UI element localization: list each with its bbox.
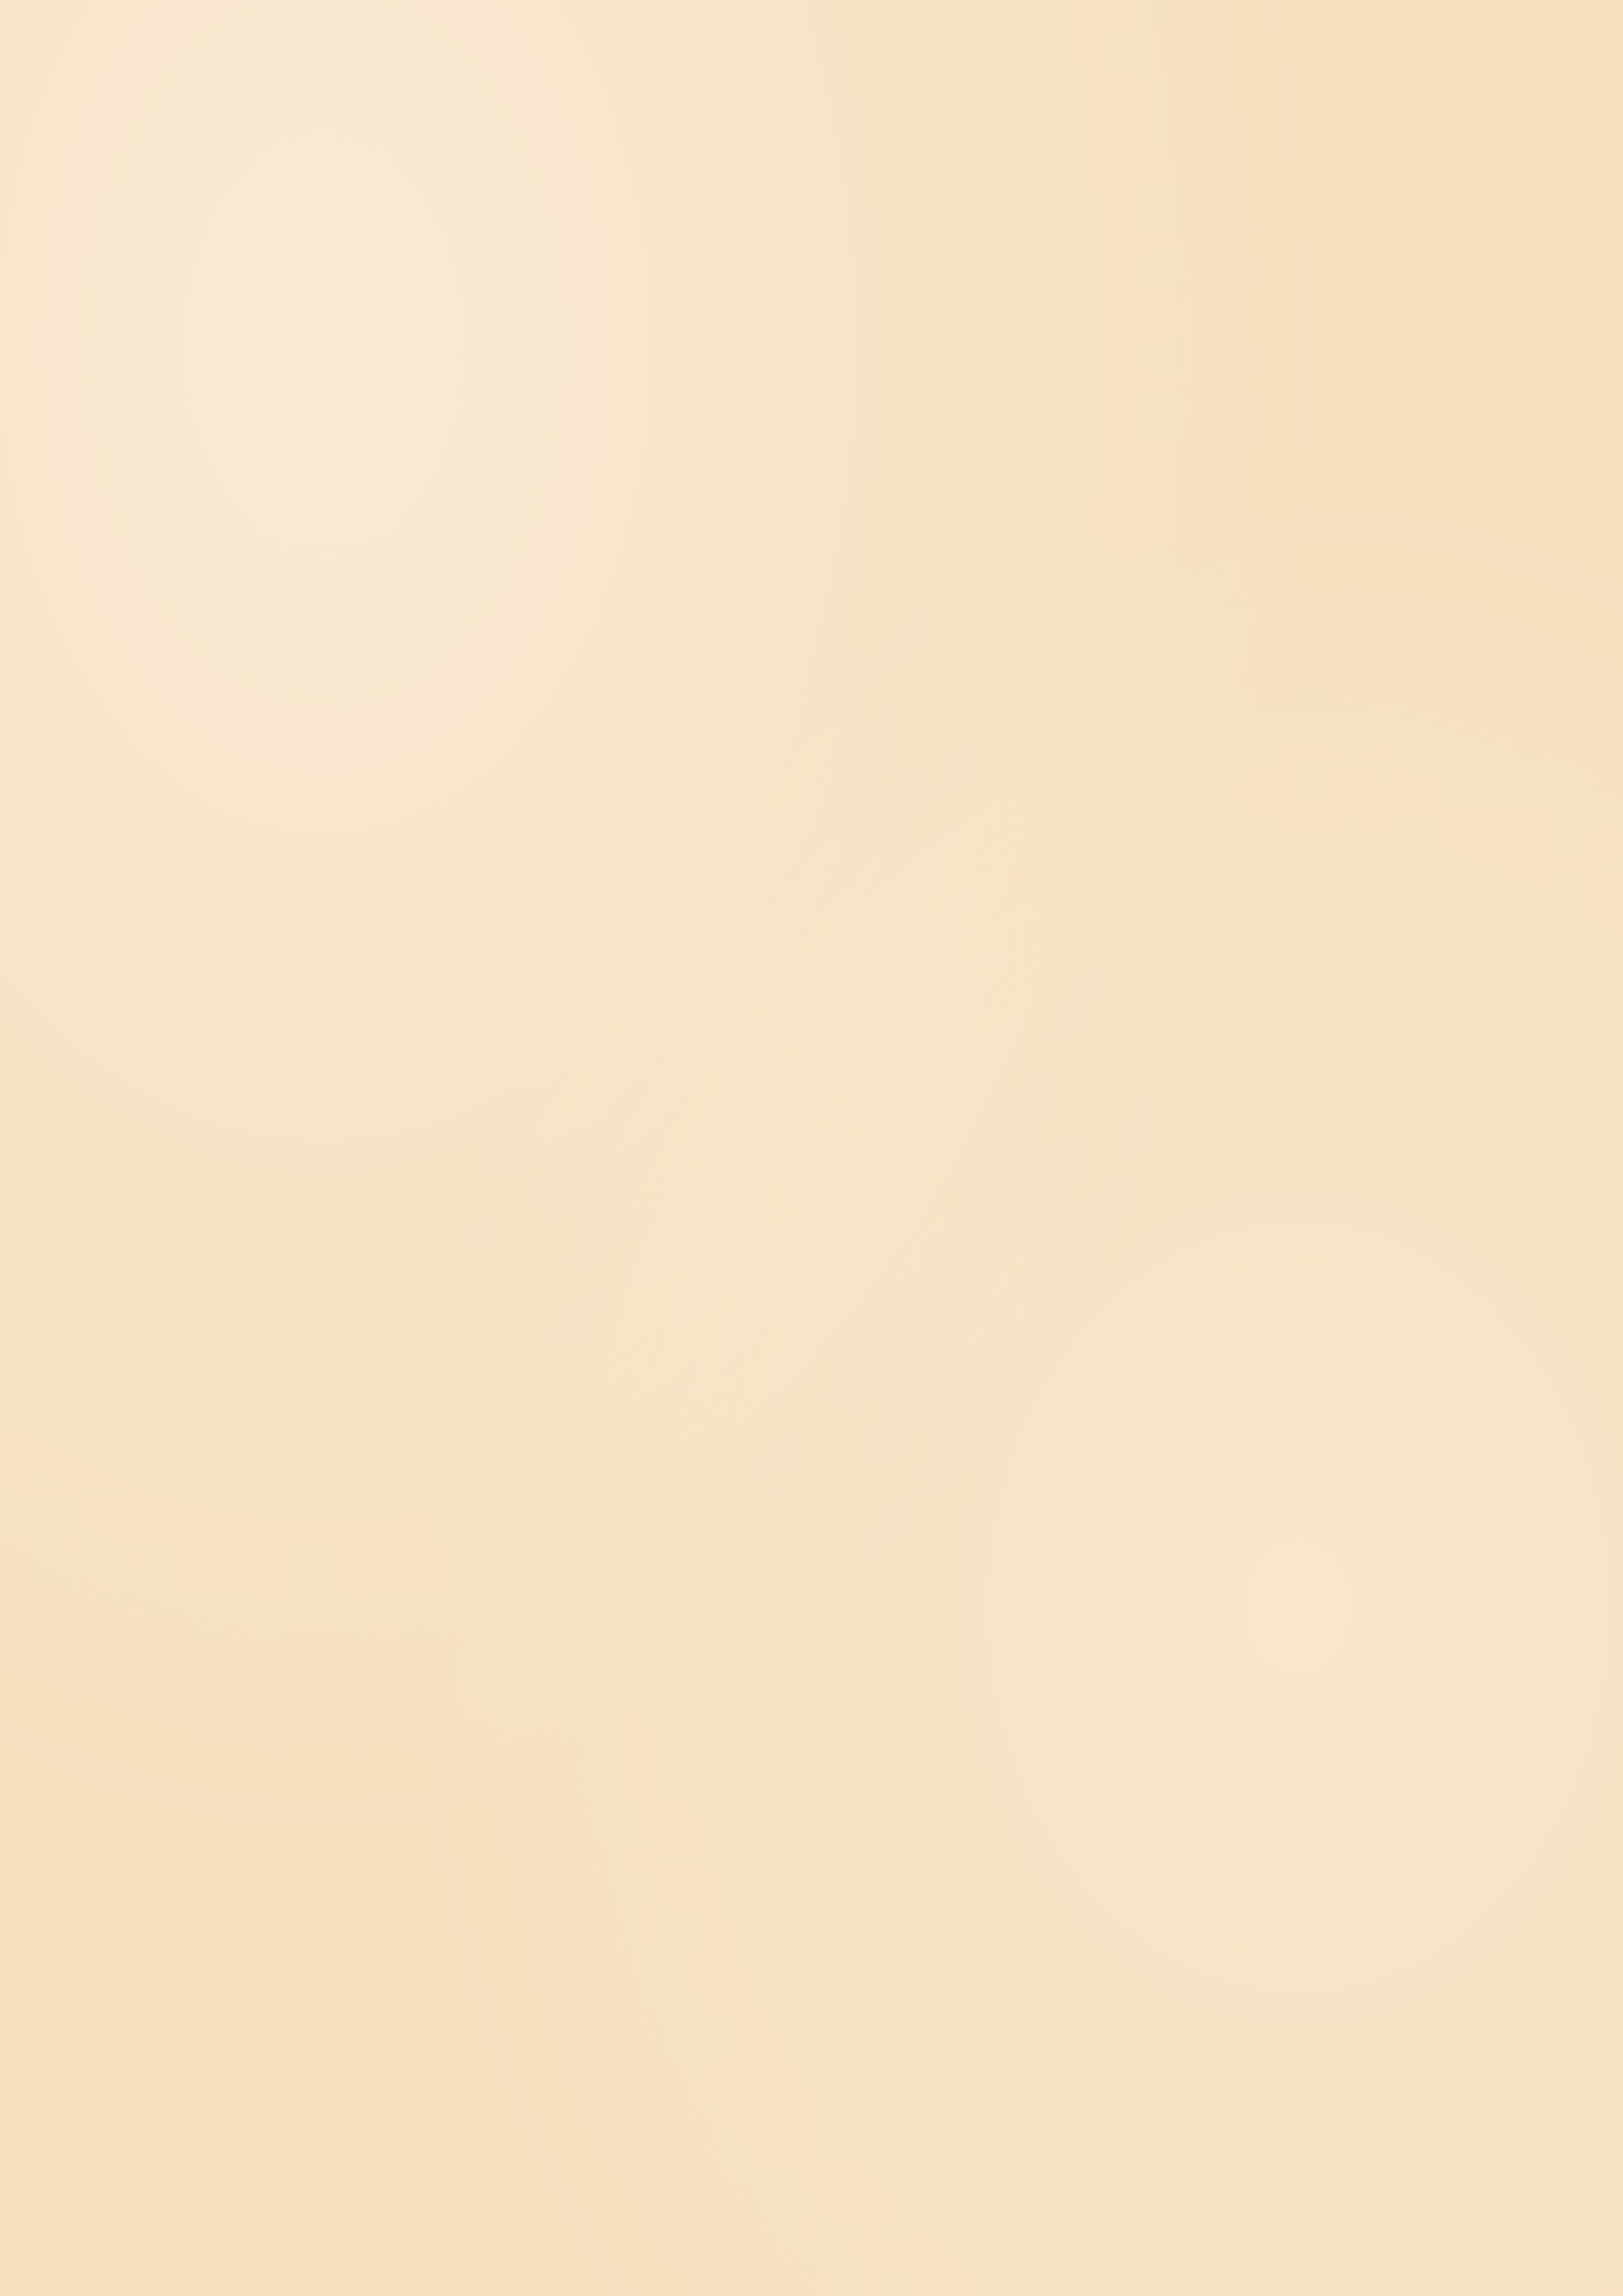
text-column: [191, 184, 603, 646]
text-column: [191, 797, 603, 1503]
text-column: [633, 184, 1045, 646]
article-section-2: [191, 797, 1487, 1503]
section-heading: [191, 663, 1487, 771]
text-column: [1074, 1660, 1487, 2170]
section-heading: [191, 1527, 1487, 1635]
article-section-3: [191, 1660, 1487, 2170]
text-column: [633, 1660, 1045, 2170]
text-column: [633, 797, 1045, 1503]
text-column: [1074, 797, 1487, 1503]
text-column: [1074, 184, 1487, 646]
article-section-1: [191, 184, 1487, 646]
text-column: [191, 1660, 603, 2170]
